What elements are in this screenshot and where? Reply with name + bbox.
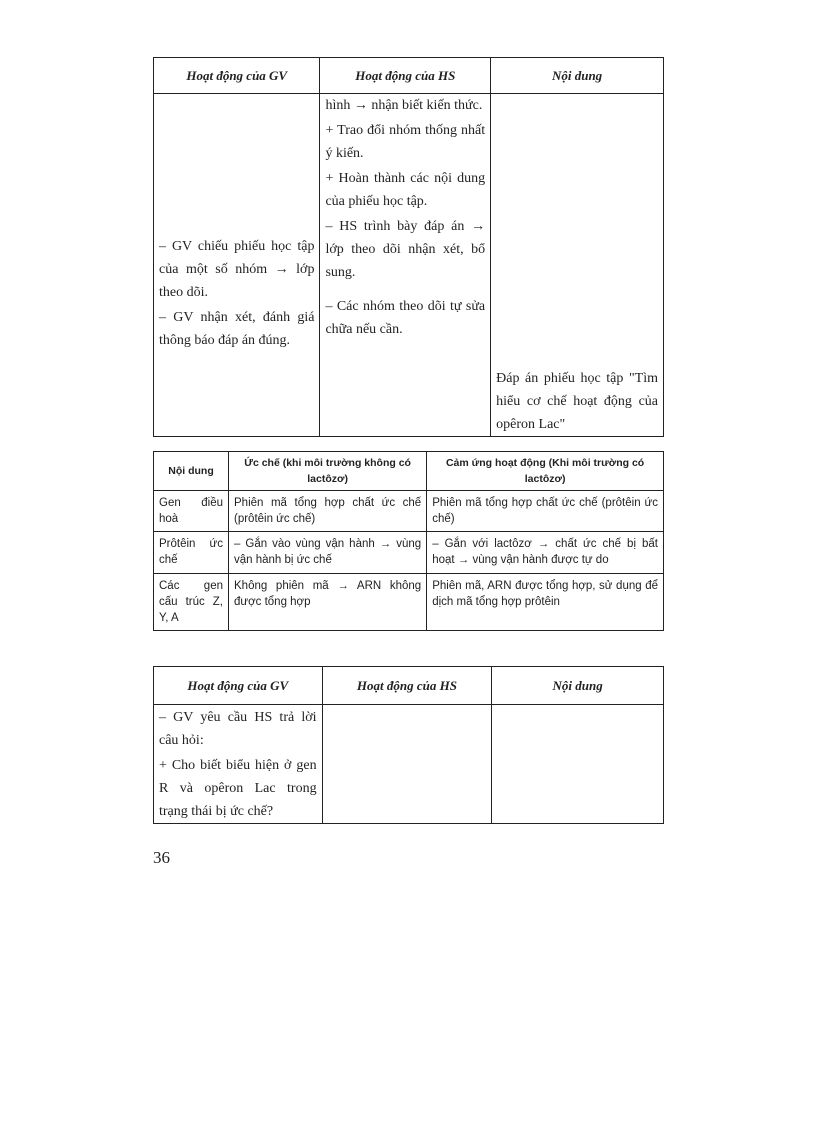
gv-item: – GV nhận xét, đánh giá thông báo đáp án đúng. [159, 310, 315, 348]
operon-comparison-table [153, 451, 664, 631]
header-noi-dung: Nội dung [491, 58, 664, 94]
table-header-row [154, 58, 664, 94]
hs-cell [320, 94, 491, 437]
noi-dung-cell [491, 94, 664, 437]
table-cell: Phiên mã tổng hợp chất ức chế (prôtêin ức chế) [427, 491, 664, 532]
table-cell: Không phiên mã → ARN không được tổng hợp [229, 574, 427, 631]
activity-table-1 [153, 57, 664, 437]
table-row [154, 532, 664, 574]
table-cell: Gen điều hoà [154, 491, 229, 532]
table-cell: Phiên mã, ARN được tổng hợp, sử dụng để dịch mã tổng hợp prôtêin [427, 574, 664, 631]
hs-item: – Các nhóm theo dõi tự sửa chữa nếu cần. [325, 299, 486, 337]
noi-dung-text: Đáp án phiếu học tập "Tìm hiểu cơ chế hoạt động của opêron Lac" [496, 371, 658, 432]
page-number: 36 [153, 848, 170, 867]
table-row [154, 491, 664, 532]
gv-item: – GV yêu cầu HS trả lời câu hỏi: [159, 710, 317, 748]
table-cell: – Gắn vào vùng vận hành → vùng vận hành bị ức chế [229, 532, 427, 574]
gv-item: + Cho biết biểu hiện ở gen R và opêron Lac trong trạng thái bị ức chế? [159, 758, 317, 819]
header-uc-che: Ức chế (khi môi trường không có lactôzơ) [229, 452, 427, 491]
table-row [154, 574, 664, 631]
table-header-row [154, 667, 664, 705]
table-cell: – Gắn với lactôzơ → chất ức chế bị bất hoạt → vùng vận hành được tự do [427, 532, 664, 574]
header-cam-ung: Cảm ứng hoạt động (Khi môi trường có lactôzơ) [427, 452, 664, 491]
gv-cell [154, 705, 323, 824]
table-cell: Prôtêin ức chế [154, 532, 229, 574]
header-noi-dung: Nội dung [492, 667, 664, 705]
hs-item: hình → nhận biết kiến thức. [325, 98, 483, 113]
hs-item: – HS trình bày đáp án → lớp theo dõi nhận xét, bổ sung. [325, 219, 486, 280]
table-row [154, 94, 664, 437]
gv-item: – GV chiếu phiếu học tập của một số nhóm → lớp theo dõi. [159, 239, 315, 300]
hs-cell [322, 705, 492, 824]
header-noi-dung: Nội dung [154, 452, 229, 491]
table-cell: Các gen cấu trúc Z, Y, A [154, 574, 229, 631]
activity-table-2 [153, 666, 664, 824]
hs-item: + Hoàn thành các nội dung của phiếu học tập. [325, 171, 486, 209]
table-header-row [154, 452, 664, 491]
header-hs: Hoạt động của HS [322, 667, 492, 705]
table-cell: Phiên mã tổng hợp chất ức chế (prôtêin ức chế) [229, 491, 427, 532]
table-row [154, 705, 664, 824]
noi-dung-cell [492, 705, 664, 824]
gv-cell [154, 94, 320, 437]
header-gv: Hoạt động của GV [154, 58, 320, 94]
header-hs: Hoạt động của HS [320, 58, 491, 94]
hs-item: + Trao đổi nhóm thống nhất ý kiến. [325, 123, 486, 161]
header-gv: Hoạt động của GV [154, 667, 323, 705]
